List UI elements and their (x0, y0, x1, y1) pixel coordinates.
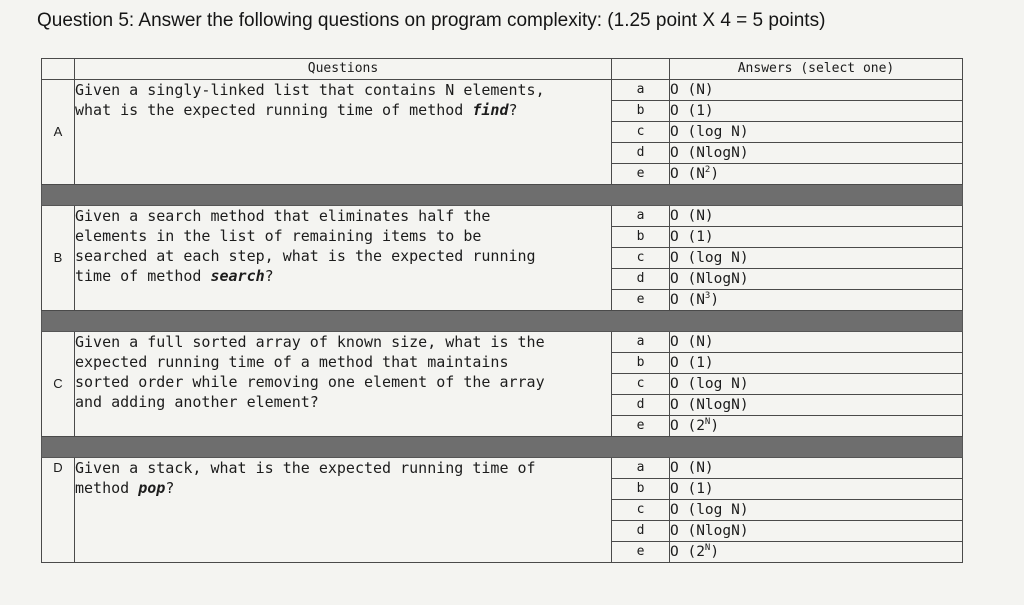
option-letter: e (612, 416, 670, 437)
option-value: O (N (670, 166, 705, 182)
answer-option[interactable] (670, 479, 963, 500)
answer-option[interactable] (670, 269, 963, 290)
method-name: find (472, 101, 509, 119)
question-id: D (42, 458, 75, 563)
section-separator (42, 185, 963, 206)
option-value: O (log N) (670, 502, 749, 518)
header-letter-cell (612, 59, 670, 80)
answer-option[interactable] (670, 122, 963, 143)
method-name: pop (138, 479, 166, 497)
answer-option[interactable] (670, 206, 963, 227)
option-value: O (1) (670, 103, 714, 119)
option-value: O (1) (670, 481, 714, 497)
separator-bar (42, 437, 963, 458)
option-letter: b (612, 353, 670, 374)
question-id: C (42, 332, 75, 437)
header-id-cell (42, 59, 75, 80)
option-letter: e (612, 542, 670, 563)
question-text-end: ? (165, 479, 175, 497)
option-value: O (2 (670, 418, 705, 434)
separator-bar (42, 311, 963, 332)
page-title: Question 5: Answer the following questions on program complexity: (1.25 point X 4 = 5 points) (37, 10, 826, 31)
option-letter: c (612, 248, 670, 269)
option-row (42, 206, 963, 227)
question-text (75, 458, 612, 563)
option-row (42, 332, 963, 353)
option-value: O (NlogN) (670, 145, 749, 161)
option-close: ) (710, 292, 720, 308)
answer-option[interactable] (670, 248, 963, 269)
method-name: search (210, 267, 265, 285)
option-value: O (log N) (670, 376, 749, 392)
option-letter: d (612, 395, 670, 416)
answer-option[interactable] (670, 227, 963, 248)
option-value: O (log N) (670, 250, 749, 266)
option-letter: c (612, 374, 670, 395)
answer-option[interactable] (670, 164, 963, 185)
separator-bar (42, 185, 963, 206)
option-value: O (NlogN) (670, 271, 749, 287)
option-close: ) (710, 544, 720, 560)
answer-option[interactable] (670, 521, 963, 542)
option-close: ) (710, 418, 720, 434)
question-text-end: ? (264, 267, 274, 285)
section-separator (42, 311, 963, 332)
answer-option[interactable] (670, 353, 963, 374)
option-value: O (N) (670, 334, 714, 350)
questions-header: Questions (75, 59, 612, 80)
answer-option[interactable] (670, 416, 963, 437)
option-value: O (NlogN) (670, 523, 749, 539)
option-letter: a (612, 332, 670, 353)
option-letter: d (612, 521, 670, 542)
option-value: O (N) (670, 460, 714, 476)
option-value: O (1) (670, 355, 714, 371)
answer-option[interactable] (670, 101, 963, 122)
option-exponent: 2 (704, 165, 711, 176)
answer-option[interactable] (670, 542, 963, 563)
answer-option[interactable] (670, 458, 963, 479)
answer-option[interactable] (670, 143, 963, 164)
option-value: O (N) (670, 82, 714, 98)
option-value: O (NlogN) (670, 397, 749, 413)
option-letter: a (612, 80, 670, 101)
option-row (42, 80, 963, 101)
question-table (41, 58, 963, 563)
answer-option[interactable] (670, 290, 963, 311)
option-exponent: N (704, 543, 711, 554)
option-row (42, 458, 963, 479)
answer-option[interactable] (670, 500, 963, 521)
option-letter: b (612, 101, 670, 122)
answer-option[interactable] (670, 332, 963, 353)
option-close: ) (710, 166, 720, 182)
question-text-main: Given a full sorted array of known size, what is the expected running time of a method that maintains sorted order while removing one element of the array and adding another element? (75, 333, 545, 411)
answer-option[interactable] (670, 374, 963, 395)
option-letter: e (612, 164, 670, 185)
question-id: A (42, 80, 75, 185)
option-letter: c (612, 122, 670, 143)
answers-header: Answers (select one) (670, 59, 963, 80)
option-letter: a (612, 458, 670, 479)
option-value: O (log N) (670, 124, 749, 140)
option-exponent: N (704, 417, 711, 428)
answer-option[interactable] (670, 80, 963, 101)
option-value: O (1) (670, 229, 714, 245)
option-value: O (N (670, 292, 705, 308)
question-text (75, 80, 612, 185)
question-text (75, 206, 612, 311)
option-value: O (2 (670, 544, 705, 560)
option-letter: b (612, 479, 670, 500)
question-text-main: Given a search method that eliminates half the elements in the list of remaining items to be searched at each step, what is the expected running time of method (75, 207, 536, 285)
question-text-end: ? (508, 101, 518, 119)
option-letter: d (612, 269, 670, 290)
option-letter: e (612, 290, 670, 311)
question-text-main: Given a stack, what is the expected running time of method (75, 459, 536, 497)
answer-option[interactable] (670, 395, 963, 416)
question-text-main: Given a singly-linked list that contains N elements, what is the expected running time of method (75, 81, 545, 119)
option-letter: d (612, 143, 670, 164)
section-separator (42, 437, 963, 458)
option-letter: c (612, 500, 670, 521)
table-header-row (42, 59, 963, 80)
option-exponent: 3 (704, 291, 711, 302)
question-text (75, 332, 612, 437)
option-letter: b (612, 227, 670, 248)
question-id: B (42, 206, 75, 311)
option-letter: a (612, 206, 670, 227)
option-value: O (N) (670, 208, 714, 224)
